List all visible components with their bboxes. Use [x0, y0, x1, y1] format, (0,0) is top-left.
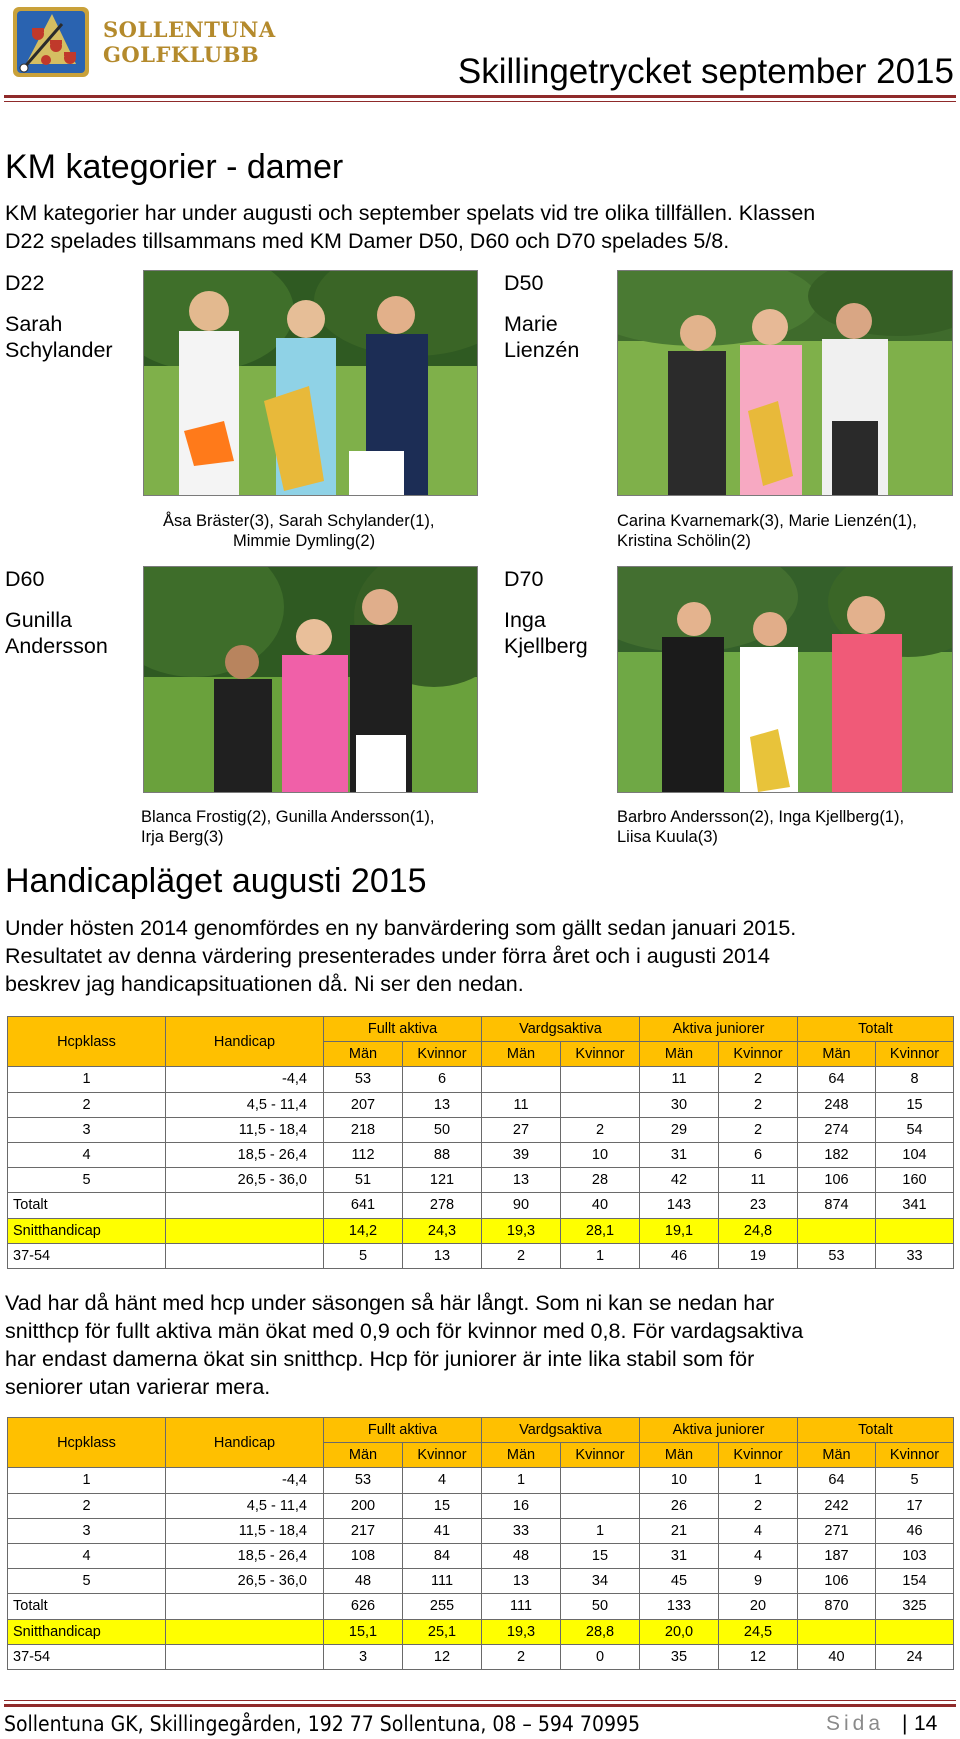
cell-value: 27	[482, 1117, 561, 1142]
cell-value: 16	[482, 1493, 561, 1518]
cell-value: 39	[482, 1142, 561, 1167]
cell-handicap-range: 18,5 - 26,4	[166, 1543, 324, 1568]
cell-value: 41	[403, 1518, 482, 1543]
table-header-row	[8, 1017, 954, 1042]
cell-empty	[166, 1193, 324, 1218]
cell-value: 19,3	[482, 1619, 561, 1644]
cell-value: 2	[719, 1117, 798, 1142]
cell-value: 24,3	[403, 1218, 482, 1243]
cell-value: 64	[798, 1067, 876, 1092]
cell-value: 874	[798, 1193, 876, 1218]
col-header-men: Män	[324, 1443, 403, 1468]
intro-text-line1: KM kategorier har under augusti och september spelats vid tre olika tillfällen. Klassen	[5, 201, 816, 225]
col-header-group: Totalt	[798, 1418, 954, 1443]
cell-handicap-range: -4,4	[166, 1468, 324, 1493]
photo-caption-line2: Irja Berg(3)	[141, 828, 224, 846]
cell-value: 106	[798, 1569, 876, 1594]
col-header-hcpklass: Hcpklass	[8, 1418, 166, 1468]
cell-value: 53	[324, 1468, 403, 1493]
cell-value	[561, 1092, 640, 1117]
cell-handicap-range: 26,5 - 36,0	[166, 1569, 324, 1594]
col-header-women: Kvinnor	[561, 1443, 640, 1468]
cell-value: 15	[403, 1493, 482, 1518]
cell-hcpklass: 1	[8, 1468, 166, 1493]
category-code: D50	[504, 271, 544, 295]
cell-hcpklass: 5	[8, 1168, 166, 1193]
cell-value: 2	[719, 1067, 798, 1092]
cell-value: 217	[324, 1518, 403, 1543]
cell-value: 2	[482, 1243, 561, 1268]
col-header-men: Män	[798, 1042, 876, 1067]
cell-value: 12	[719, 1644, 798, 1669]
footer-rule	[4, 1704, 956, 1707]
cell-value: 53	[798, 1243, 876, 1268]
cell-value: 14,2	[324, 1218, 403, 1243]
cell-value: 19	[719, 1243, 798, 1268]
photo-caption-line1: Barbro Andersson(2), Inga Kjellberg(1),	[617, 808, 905, 826]
cell-hcpklass: 2	[8, 1493, 166, 1518]
photo-caption-line1: Carina Kvarnemark(3), Marie Lienzén(1),	[617, 512, 917, 530]
cell-value: 46	[876, 1518, 954, 1543]
table-row	[8, 1569, 954, 1594]
cell-empty	[166, 1243, 324, 1268]
section-heading-km: KM kategorier - damer	[5, 148, 344, 186]
cell-value: 28	[561, 1168, 640, 1193]
cell-value: 24,5	[719, 1619, 798, 1644]
photo-caption-line2: Kristina Schölin(2)	[617, 532, 751, 550]
cell-value: 90	[482, 1193, 561, 1218]
cell-value: 11	[482, 1092, 561, 1117]
col-header-men: Män	[482, 1042, 561, 1067]
table-row	[8, 1543, 954, 1568]
table-row	[8, 1117, 954, 1142]
cell-value	[561, 1493, 640, 1518]
cell-handicap-range: -4,4	[166, 1067, 324, 1092]
winner-last-name: Kjellberg	[504, 634, 588, 658]
footer-page-label: Sida	[826, 1712, 885, 1735]
cell-handicap-range: 11,5 - 18,4	[166, 1117, 324, 1142]
cell-hcpklass: 3	[8, 1518, 166, 1543]
col-header-handicap: Handicap	[166, 1017, 324, 1067]
handicap-table-2014	[7, 1016, 954, 1269]
cell-value: 30	[640, 1092, 719, 1117]
footer-address: Sollentuna GK, Skillingegården, 192 77 Sollentuna, 08 – 594 70995	[4, 1712, 641, 1736]
col-header-group: Aktiva juniorer	[640, 1418, 798, 1443]
cell-value: 51	[324, 1168, 403, 1193]
photo-d22-winners	[143, 270, 478, 496]
cell-value: 23	[719, 1193, 798, 1218]
cell-value: 341	[876, 1193, 954, 1218]
cell-value: 46	[640, 1243, 719, 1268]
cell-value: 34	[561, 1569, 640, 1594]
footer-rule-thin	[4, 1700, 956, 1701]
cell-empty	[166, 1594, 324, 1619]
cell-value: 187	[798, 1543, 876, 1568]
cell-handicap-range: 4,5 - 11,4	[166, 1092, 324, 1117]
cell-empty	[166, 1619, 324, 1644]
club-name-line1: SOLLENTUNA	[103, 17, 276, 42]
cell-value: 20,0	[640, 1619, 719, 1644]
cell-value	[798, 1619, 876, 1644]
col-header-group: Vardgsaktiva	[482, 1017, 640, 1042]
club-name-line2: GOLFKLUBB	[103, 42, 260, 67]
cell-value: 15	[876, 1092, 954, 1117]
table-row-snitthandicap	[8, 1619, 954, 1644]
col-header-women: Kvinnor	[403, 1042, 482, 1067]
cell-handicap-range: 4,5 - 11,4	[166, 1493, 324, 1518]
cell-value: 13	[482, 1569, 561, 1594]
section-heading-handicap: Handicapläget augusti 2015	[5, 862, 427, 900]
cell-value: 103	[876, 1543, 954, 1568]
cell-hcpklass: 4	[8, 1142, 166, 1167]
cell-value: 2	[561, 1117, 640, 1142]
cell-value: 48	[324, 1569, 403, 1594]
cell-value: 45	[640, 1569, 719, 1594]
paragraph-2-line2: snitthcp för fullt aktiva män ökat med 0,9 och för kvinnor med 0,8. För vardagsaktiva	[5, 1319, 804, 1343]
col-header-women: Kvinnor	[876, 1042, 954, 1067]
category-code: D22	[5, 271, 45, 295]
cell-value	[798, 1218, 876, 1243]
cell-value: 143	[640, 1193, 719, 1218]
category-code: D70	[504, 567, 544, 591]
cell-value: 0	[561, 1644, 640, 1669]
winner-first-name: Gunilla	[5, 608, 72, 632]
paragraph-1-line3: beskrev jag handicapsituationen då. Ni ser den nedan.	[5, 972, 524, 996]
cell-value: 64	[798, 1468, 876, 1493]
photo-caption-line1: Åsa Bräster(3), Sarah Schylander(1),	[163, 512, 435, 530]
winner-first-name: Sarah	[5, 312, 63, 336]
cell-value: 248	[798, 1092, 876, 1117]
cell-value: 20	[719, 1594, 798, 1619]
winner-last-name: Lienzén	[504, 338, 580, 362]
cell-value: 641	[324, 1193, 403, 1218]
table-row-37-54	[8, 1644, 954, 1669]
col-header-men: Män	[482, 1443, 561, 1468]
cell-value: 271	[798, 1518, 876, 1543]
table-row	[8, 1092, 954, 1117]
intro-text-line2: D22 spelades tillsammans med KM Damer D50, D60 och D70 spelades 5/8.	[5, 229, 730, 253]
paragraph-1-line1: Under hösten 2014 genomfördes en ny banvärdering som gällt sedan januari 2015.	[5, 916, 797, 940]
cell-hcpklass: 4	[8, 1543, 166, 1568]
cell-value: 12	[403, 1644, 482, 1669]
col-header-hcpklass: Hcpklass	[8, 1017, 166, 1067]
table-row	[8, 1493, 954, 1518]
cell-value: 13	[403, 1243, 482, 1268]
table-row-totalt	[8, 1594, 954, 1619]
cell-value: 133	[640, 1594, 719, 1619]
cell-value: 111	[403, 1569, 482, 1594]
cell-value: 19,3	[482, 1218, 561, 1243]
cell-row-label: 37-54	[8, 1243, 166, 1268]
cell-handicap-range: 18,5 - 26,4	[166, 1142, 324, 1167]
photo-d50-winners	[617, 270, 953, 496]
cell-value: 111	[482, 1594, 561, 1619]
winner-last-name: Schylander	[5, 338, 113, 362]
col-header-group: Totalt	[798, 1017, 954, 1042]
cell-value: 5	[876, 1468, 954, 1493]
cell-value: 2	[482, 1644, 561, 1669]
col-header-men: Män	[324, 1042, 403, 1067]
cell-value: 4	[719, 1518, 798, 1543]
col-header-women: Kvinnor	[719, 1042, 798, 1067]
cell-value: 9	[719, 1569, 798, 1594]
table-row-37-54	[8, 1243, 954, 1268]
col-header-group: Aktiva juniorer	[640, 1017, 798, 1042]
cell-value: 160	[876, 1168, 954, 1193]
cell-value: 11	[719, 1168, 798, 1193]
col-header-women: Kvinnor	[719, 1443, 798, 1468]
club-crest-icon	[12, 6, 90, 78]
cell-value: 106	[798, 1168, 876, 1193]
table-row	[8, 1518, 954, 1543]
cell-value: 29	[640, 1117, 719, 1142]
paragraph-2-line1: Vad har då hänt med hcp under säsongen så här långt. Som ni kan se nedan har	[5, 1291, 775, 1315]
cell-handicap-range: 26,5 - 36,0	[166, 1168, 324, 1193]
cell-value: 53	[324, 1067, 403, 1092]
cell-value: 13	[482, 1168, 561, 1193]
table-row-snitthandicap	[8, 1218, 954, 1243]
cell-value: 10	[640, 1468, 719, 1493]
cell-value: 31	[640, 1543, 719, 1568]
cell-empty	[166, 1644, 324, 1669]
document-title: Skillingetrycket september 2015	[457, 52, 954, 91]
cell-value: 42	[640, 1168, 719, 1193]
cell-value: 182	[798, 1142, 876, 1167]
club-logo	[12, 6, 90, 78]
cell-value: 112	[324, 1142, 403, 1167]
table-row	[8, 1142, 954, 1167]
cell-row-label: Snitthandicap	[8, 1218, 166, 1243]
winner-first-name: Inga	[504, 608, 546, 632]
col-header-group: Fullt aktiva	[324, 1017, 482, 1042]
category-code: D60	[5, 567, 45, 591]
cell-value: 121	[403, 1168, 482, 1193]
col-header-handicap: Handicap	[166, 1418, 324, 1468]
photo-caption-line2: Liisa Kuula(3)	[617, 828, 718, 846]
cell-hcpklass: 1	[8, 1067, 166, 1092]
cell-value: 870	[798, 1594, 876, 1619]
header-rule	[4, 95, 956, 98]
winner-last-name: Andersson	[5, 634, 108, 658]
cell-value: 255	[403, 1594, 482, 1619]
col-header-women: Kvinnor	[403, 1443, 482, 1468]
cell-value	[561, 1468, 640, 1493]
table-row-totalt	[8, 1193, 954, 1218]
cell-value: 8	[876, 1067, 954, 1092]
cell-value: 25,1	[403, 1619, 482, 1644]
cell-value: 15	[561, 1543, 640, 1568]
photo-d60-winners	[143, 566, 478, 793]
cell-value: 24,8	[719, 1218, 798, 1243]
footer-page-number: 14	[914, 1712, 938, 1735]
cell-value: 4	[719, 1543, 798, 1568]
photo-caption-line2: Mimmie Dymling(2)	[233, 532, 376, 550]
cell-value: 10	[561, 1142, 640, 1167]
cell-value: 50	[403, 1117, 482, 1142]
cell-value: 26	[640, 1493, 719, 1518]
cell-value: 325	[876, 1594, 954, 1619]
cell-value: 626	[324, 1594, 403, 1619]
cell-value: 28,8	[561, 1619, 640, 1644]
cell-hcpklass: 2	[8, 1092, 166, 1117]
cell-value: 13	[403, 1092, 482, 1117]
winner-first-name: Marie	[504, 312, 558, 336]
cell-value: 1	[482, 1468, 561, 1493]
cell-value: 40	[798, 1644, 876, 1669]
col-header-women: Kvinnor	[876, 1443, 954, 1468]
cell-value: 11	[640, 1067, 719, 1092]
cell-value	[561, 1067, 640, 1092]
table-row	[8, 1168, 954, 1193]
paragraph-2-line3: har endast damerna ökat sin snitthcp. Hcp för juniorer är inte lika stabil som för	[5, 1347, 755, 1371]
cell-value: 207	[324, 1092, 403, 1117]
cell-value: 28,1	[561, 1218, 640, 1243]
cell-value: 50	[561, 1594, 640, 1619]
cell-value: 24	[876, 1644, 954, 1669]
col-header-group: Fullt aktiva	[324, 1418, 482, 1443]
table-header-row	[8, 1418, 954, 1443]
cell-value: 35	[640, 1644, 719, 1669]
col-header-men: Män	[640, 1042, 719, 1067]
cell-row-label: Snitthandicap	[8, 1619, 166, 1644]
cell-value: 17	[876, 1493, 954, 1518]
handicap-table-2015	[7, 1417, 954, 1670]
cell-value: 242	[798, 1493, 876, 1518]
cell-value: 1	[719, 1468, 798, 1493]
cell-hcpklass: 3	[8, 1117, 166, 1142]
cell-value: 4	[403, 1468, 482, 1493]
cell-value: 15,1	[324, 1619, 403, 1644]
cell-value: 5	[324, 1243, 403, 1268]
paragraph-1-line2: Resultatet av denna värdering presenterades under förra året och i augusti 2014	[5, 944, 770, 968]
cell-value: 21	[640, 1518, 719, 1543]
cell-value	[876, 1218, 954, 1243]
cell-row-label: 37-54	[8, 1644, 166, 1669]
cell-value: 40	[561, 1193, 640, 1218]
cell-value	[482, 1067, 561, 1092]
cell-value: 33	[876, 1243, 954, 1268]
cell-value: 154	[876, 1569, 954, 1594]
cell-value: 1	[561, 1518, 640, 1543]
footer-separator: |	[902, 1712, 908, 1735]
col-header-women: Kvinnor	[561, 1042, 640, 1067]
cell-hcpklass: 5	[8, 1569, 166, 1594]
cell-value: 54	[876, 1117, 954, 1142]
cell-value: 33	[482, 1518, 561, 1543]
cell-value: 200	[324, 1493, 403, 1518]
cell-value: 6	[719, 1142, 798, 1167]
col-header-group: Vardgsaktiva	[482, 1418, 640, 1443]
cell-value: 84	[403, 1543, 482, 1568]
cell-handicap-range: 11,5 - 18,4	[166, 1518, 324, 1543]
cell-value: 6	[403, 1067, 482, 1092]
cell-row-label: Totalt	[8, 1594, 166, 1619]
cell-row-label: Totalt	[8, 1193, 166, 1218]
photo-d70-winners	[617, 566, 953, 793]
cell-value: 48	[482, 1543, 561, 1568]
cell-empty	[166, 1218, 324, 1243]
photo-caption-line1: Blanca Frostig(2), Gunilla Andersson(1),	[141, 808, 435, 826]
cell-value: 1	[561, 1243, 640, 1268]
cell-value	[876, 1619, 954, 1644]
cell-value: 2	[719, 1092, 798, 1117]
col-header-men: Män	[798, 1443, 876, 1468]
paragraph-2-line4: seniorer utan varierar mera.	[5, 1375, 271, 1399]
header-rule-thin	[4, 101, 956, 102]
cell-value: 19,1	[640, 1218, 719, 1243]
cell-value: 108	[324, 1543, 403, 1568]
cell-value: 3	[324, 1644, 403, 1669]
cell-value: 88	[403, 1142, 482, 1167]
table-row	[8, 1468, 954, 1493]
cell-value: 2	[719, 1493, 798, 1518]
col-header-men: Män	[640, 1443, 719, 1468]
cell-value: 31	[640, 1142, 719, 1167]
cell-value: 218	[324, 1117, 403, 1142]
table-row	[8, 1067, 954, 1092]
cell-value: 274	[798, 1117, 876, 1142]
cell-value: 278	[403, 1193, 482, 1218]
cell-value: 104	[876, 1142, 954, 1167]
